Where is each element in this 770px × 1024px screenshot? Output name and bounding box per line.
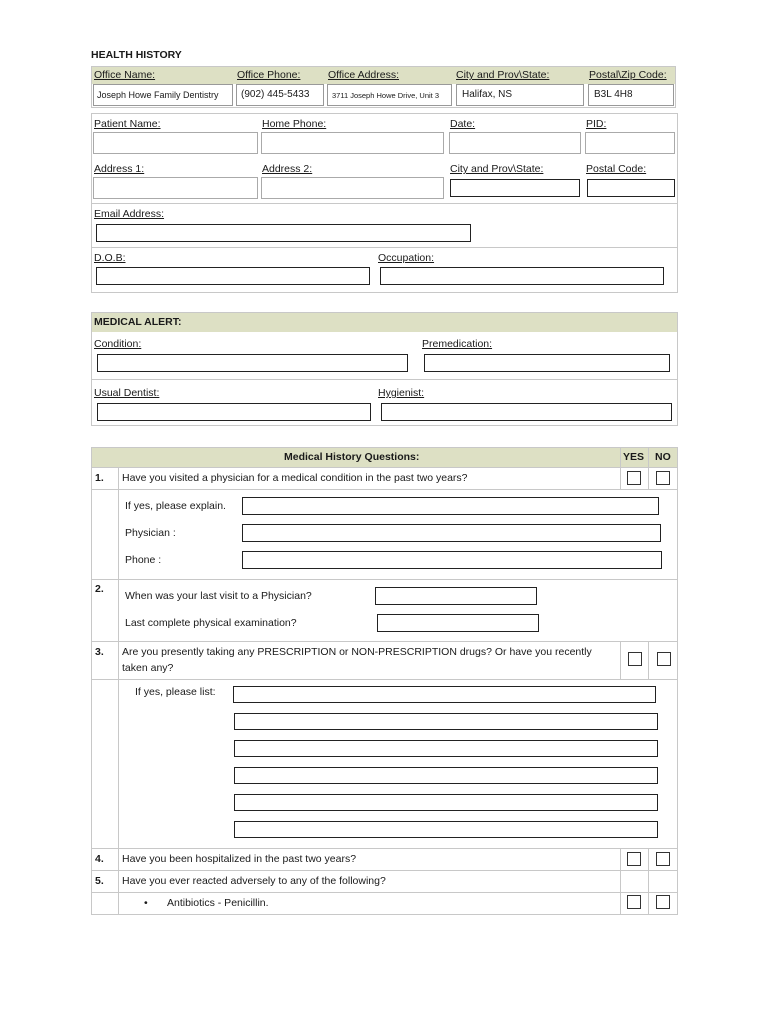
q1-phone-input[interactable] xyxy=(242,551,662,569)
q2-number: 2. xyxy=(95,583,104,595)
q1-explain-input[interactable] xyxy=(242,497,659,515)
q2-last-visit-label: When was your last visit to a Physician? xyxy=(125,590,312,602)
medical-alert-title: MEDICAL ALERT: xyxy=(94,316,182,328)
divider xyxy=(91,870,678,871)
form-title: HEALTH HISTORY xyxy=(91,49,182,61)
office-postal-label: Postal\Zip Code: xyxy=(589,69,667,81)
office-phone-value: (902) 445-5433 xyxy=(241,89,310,100)
patient-city-input[interactable] xyxy=(450,179,580,197)
questions-header: Medical History Questions: xyxy=(284,451,420,463)
address2-input[interactable] xyxy=(261,177,444,199)
hygienist-label: Hygienist: xyxy=(378,387,425,399)
occupation-input[interactable] xyxy=(380,267,664,285)
condition-input[interactable] xyxy=(97,354,408,372)
office-name-label: Office Name: xyxy=(94,69,156,81)
q5-text: Have you ever reacted adversely to any of the following? xyxy=(122,875,386,887)
q3-text-line1: Are you presently taking any PRESCRIPTION or NON-PRESCRIPTION drugs? Or have you recently xyxy=(122,646,592,658)
date-label: Date: xyxy=(450,118,476,130)
q3-list-label: If yes, please list: xyxy=(135,686,216,698)
q3-list-input-6[interactable] xyxy=(234,821,658,838)
patient-postal-input[interactable] xyxy=(587,179,675,197)
divider xyxy=(91,203,678,204)
email-input[interactable] xyxy=(96,224,471,242)
office-address-label: Office Address: xyxy=(328,69,400,81)
divider xyxy=(91,467,678,468)
q3-list-input-4[interactable] xyxy=(234,767,658,784)
office-city-label: City and Prov\State: xyxy=(456,69,550,81)
divider xyxy=(620,447,621,489)
office-address-field[interactable] xyxy=(327,84,452,106)
premedication-input[interactable] xyxy=(424,354,670,372)
q5-item1-no-checkbox[interactable] xyxy=(656,895,670,909)
q3-list-input-2[interactable] xyxy=(234,713,658,730)
patient-name-input[interactable] xyxy=(93,132,258,154)
q1-physician-label: Physician : xyxy=(125,527,176,539)
q5-item1-yes-checkbox[interactable] xyxy=(627,895,641,909)
q5-item-antibiotics: Antibiotics - Penicillin. xyxy=(167,897,269,909)
q4-number: 4. xyxy=(95,853,104,865)
office-city-value: Halifax, NS xyxy=(462,89,513,100)
office-phone-field[interactable] xyxy=(236,84,324,106)
q4-yes-checkbox[interactable] xyxy=(627,852,641,866)
divider xyxy=(648,447,649,489)
q2-last-exam-label: Last complete physical examination? xyxy=(125,617,297,629)
divider xyxy=(91,579,678,580)
patient-city-label: City and Prov\State: xyxy=(450,163,544,175)
occupation-label: Occupation: xyxy=(378,252,435,264)
q2-last-exam-input[interactable] xyxy=(377,614,539,632)
usual-dentist-input[interactable] xyxy=(97,403,371,421)
q1-physician-input[interactable] xyxy=(242,524,661,542)
q3-no-checkbox[interactable] xyxy=(657,652,671,666)
home-phone-label: Home Phone: xyxy=(262,118,327,130)
condition-label: Condition: xyxy=(94,338,142,350)
q1-number: 1. xyxy=(95,472,104,484)
q1-explain-label: If yes, please explain. xyxy=(125,500,226,512)
address1-input[interactable] xyxy=(93,177,258,199)
q5-number: 5. xyxy=(95,875,104,887)
q1-phone-label: Phone : xyxy=(125,554,162,566)
q3-text-line2: taken any? xyxy=(122,662,174,674)
pid-input[interactable] xyxy=(585,132,675,154)
q3-yes-checkbox[interactable] xyxy=(628,652,642,666)
premedication-label: Premedication: xyxy=(422,338,493,350)
dob-input[interactable] xyxy=(96,267,370,285)
divider xyxy=(620,641,621,679)
office-phone-label: Office Phone: xyxy=(237,69,301,81)
office-postal-field[interactable] xyxy=(588,84,674,106)
office-city-field[interactable] xyxy=(456,84,584,106)
q4-text: Have you been hospitalized in the past two years? xyxy=(122,853,357,865)
divider xyxy=(91,247,678,248)
divider xyxy=(91,379,678,380)
divider xyxy=(91,679,678,680)
office-name-field[interactable] xyxy=(93,84,233,106)
office-name-value: Joseph Howe Family Dentistry xyxy=(97,90,219,100)
dob-label: D.O.B: xyxy=(94,252,126,264)
q1-text: Have you visited a physician for a medical condition in the past two years? xyxy=(122,472,468,484)
home-phone-input[interactable] xyxy=(261,132,444,154)
hygienist-input[interactable] xyxy=(381,403,672,421)
divider xyxy=(91,489,678,490)
divider xyxy=(648,641,649,679)
email-label: Email Address: xyxy=(94,208,165,220)
q2-last-visit-input[interactable] xyxy=(375,587,537,605)
divider xyxy=(648,848,649,915)
office-address-value: 3711 Joseph Howe Drive, Unit 3 xyxy=(332,91,439,100)
q3-number: 3. xyxy=(95,646,104,658)
address1-label: Address 1: xyxy=(94,163,145,175)
yes-header: YES xyxy=(623,451,645,463)
divider xyxy=(91,848,678,849)
q3-list-input-5[interactable] xyxy=(234,794,658,811)
q1-no-checkbox[interactable] xyxy=(656,471,670,485)
patient-name-label: Patient Name: xyxy=(94,118,161,130)
questions-frame xyxy=(91,447,678,915)
q5-bullet-icon: • xyxy=(144,897,148,909)
patient-postal-label: Postal Code: xyxy=(586,163,647,175)
q4-no-checkbox[interactable] xyxy=(656,852,670,866)
q1-yes-checkbox[interactable] xyxy=(627,471,641,485)
divider xyxy=(620,848,621,915)
office-postal-value: B3L 4H8 xyxy=(594,89,633,100)
pid-label: PID: xyxy=(586,118,607,130)
divider xyxy=(91,641,678,642)
no-header: NO xyxy=(655,451,671,463)
q3-list-input-1[interactable] xyxy=(233,686,656,703)
divider xyxy=(91,892,678,893)
q3-list-input-3[interactable] xyxy=(234,740,658,757)
usual-dentist-label: Usual Dentist: xyxy=(94,387,160,399)
address2-label: Address 2: xyxy=(262,163,313,175)
date-input[interactable] xyxy=(449,132,581,154)
